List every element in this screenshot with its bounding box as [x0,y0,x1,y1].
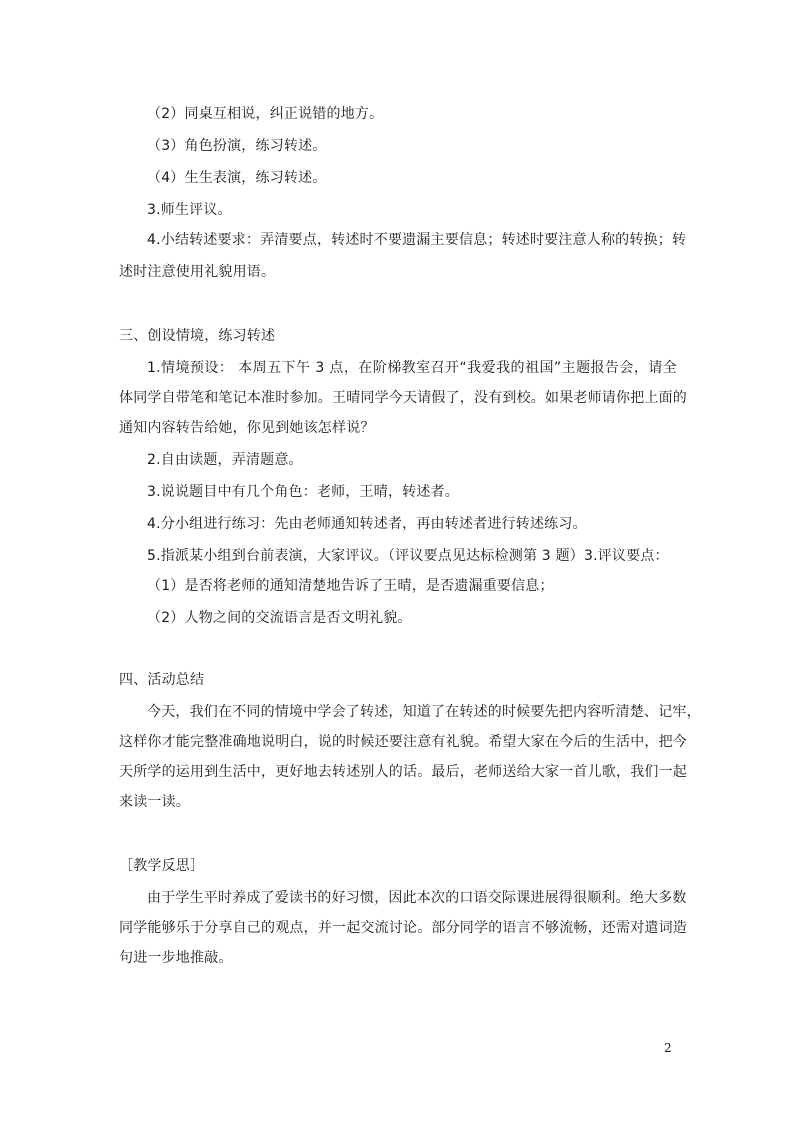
section-3-point-2: （2）人物之间的交流语言是否文明礼貌。 [147,610,412,626]
section-4-line-1: 今天，我们在不同的情境中学会了转述，知道了在转述的时候要先把内容听清楚、记牢， [147,704,701,720]
section-3-item-1-line-2: 体同学自带笔和笔记本准时参加。王晴同学今天请假了，没有到校。如果老师请你把上面的 [119,390,687,406]
section-3-item-2: 2.自由读题，弄清题意。 [147,452,303,468]
step-3: 3.师生评议。 [147,202,232,218]
reflection-line-1: 由于学生平时养成了爱读书的好习惯，因此本次的口语交际课进展得很顺利。绝大多数 [147,890,687,906]
step-4-line-2: 述时注意使用礼貌用语。 [119,264,276,280]
section-3-item-1-line-3: 通知内容转告给她，你见到她该怎样说？ [119,420,375,436]
section-4-heading: 四、活动总结 [119,672,205,688]
section-3-item-1-line-1: 1.情境预设： 本周五下午 3 点，在阶梯教室召开“我爱我的祖国”主题报告会，请全 [147,360,677,376]
section-4-line-2: 这样你才能完整准确地说明白，说的时候还要注意有礼貌。希望大家在今后的生活中，把今 [119,734,687,750]
step-4-line-1: 4.小结转述要求：弄清要点，转述时不要遗漏主要信息；转述时要注意人称的转换；转 [147,232,687,248]
section-3-item-5: 5.指派某小组到台前表演，大家评议。（评议要点见达标检测第 3 题）3.评议要点： [147,548,669,564]
reflection-heading: ［教学反思］ [119,858,205,874]
step-2-3: （3）角色扮演，练习转述。 [147,138,327,154]
reflection-line-2: 同学能够乐于分享自己的观点，并一起交流讨论。部分同学的语言不够流畅，还需对遣词造 [119,920,687,936]
section-3-point-1: （1）是否将老师的通知清楚地告诉了王晴，是否遗漏重要信息； [147,578,554,594]
page-number: 2 [664,1041,672,1055]
reflection-line-3: 句进一步地推敲。 [119,950,233,966]
section-3-item-4: 4.分小组进行练习：先由老师通知转述者，再由转述者进行转述练习。 [147,516,587,532]
step-2-2: （2）同桌互相说，纠正说错的地方。 [147,106,384,122]
section-4-line-4: 来读一读。 [119,794,190,810]
section-3-heading: 三、创设情境，练习转述 [119,328,276,344]
step-2-4: （4）生生表演，练习转述。 [147,170,327,186]
section-3-item-3: 3.说说题目中有几个角色：老师，王晴，转述者。 [147,484,459,500]
section-4-line-3: 天所学的运用到生活中，更好地去转述别人的话。最后，老师送给大家一首儿歌，我们一起 [119,764,687,780]
